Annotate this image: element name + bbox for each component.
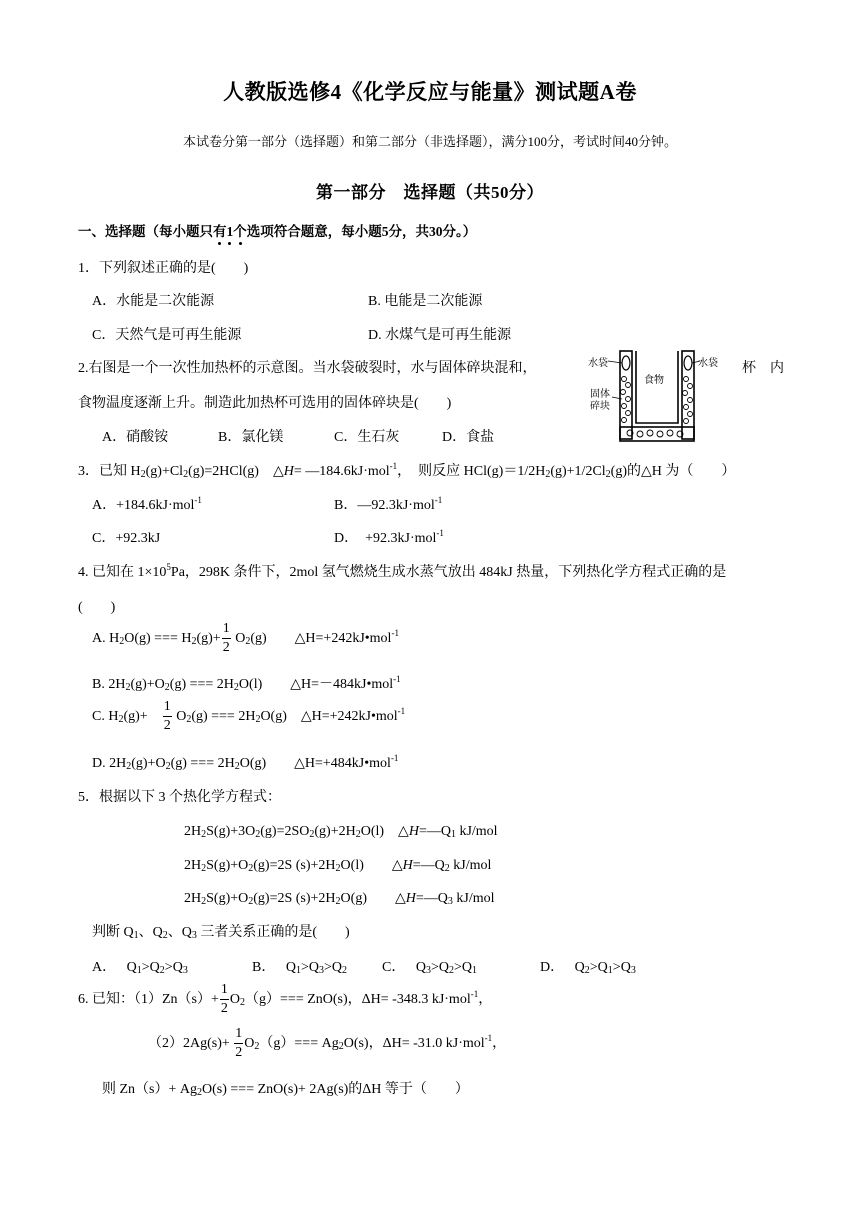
q2-stem-line2: 食物温度逐渐上升。制造此加热杯可选用的固体碎块是( ): [78, 396, 452, 411]
section-text-2: 选项符合题意，每小题5分，共30分。）: [246, 224, 477, 239]
q2-option-d: D．食盐: [442, 430, 495, 445]
q6-line-2: （2）2Ag(s)+ $\frac{1}{2}$ $O_2(g)=== Ag_2O(s)$，ΔH= -31.0 kJ·mol$^{-1}$，: [148, 1026, 507, 1061]
q2-stem-line1-end: 杯 内: [742, 361, 784, 376]
q1-stem: 1．下列叙述正确的是( ): [78, 261, 249, 276]
emphasis-char-1: 有: [213, 224, 227, 239]
page-title: 人教版选修4《化学反应与能量》测试题A卷: [223, 80, 637, 104]
part-heading: 第一部分 选择题（共50分）: [316, 183, 544, 202]
q2-option-a: A．硝酸铵: [102, 430, 169, 445]
emphasis-char-2: 1: [226, 224, 234, 239]
emphasis-char-3: 个: [233, 224, 247, 239]
q5-judge: 判断 $Q_1$、$Q_2$、$Q_3$ 三者关系正确的是( ): [92, 925, 350, 941]
q3-option-a: A．+184.6kJ·mol$^{-1}$: [92, 495, 202, 513]
exam-note: 本试卷分第一部分（选择题）和第二部分（非选择题），满分100分，考试时间40分钟。: [182, 134, 677, 149]
q3-option-b: B．—92.3kJ·mol$^{-1}$: [334, 495, 443, 513]
fraction-half: $\frac{1}{2}$: [220, 982, 228, 1017]
q5-option-b: B． $Q_1>Q_3>Q_2$: [252, 960, 348, 976]
q5-option-d: D． $Q_2>Q_1>Q_3$: [540, 960, 636, 976]
q1-option-c: C．天然气是可再生能源: [92, 328, 242, 343]
q5-option-c: C． $Q_3>Q_2>Q_1$: [382, 960, 478, 976]
q1-option-d: D. 水煤气是可再生能源: [368, 328, 512, 343]
q5-option-a: A． $Q_1>Q_2>Q_3$: [92, 960, 188, 976]
diagram-label-food: 食物: [644, 375, 664, 386]
q5-equation-3: $2H_2S(g)+O_2(g)=2S$ $(s)+2H_2O(g)$ $\triangle H=—Q_3$ kJ/mol: [184, 891, 495, 907]
section-heading: [78, 220, 476, 240]
q4-stem-end: ( ): [78, 600, 116, 615]
q5-stem: 5．根据以下 3 个热化学方程式：: [78, 790, 281, 805]
heating-cup-diagram: [586, 347, 726, 447]
fraction-half: $\frac{1}{2}$: [222, 621, 230, 656]
q4-option-c: C. $H_2(g)+$ $\frac{1}{2}$ $O_2(g)$ === $2H_2O(g)$ △H=+242kJ•mol$^{-1}$: [92, 699, 406, 734]
fraction-half: $\frac{1}{2}$: [235, 1026, 243, 1061]
q6-stem: 6. 已知：（1）Zn（s）+ $\frac{1}{2}$ $O_2(g)=== ZnO(s)$，ΔH= -348.3 kJ·mol$^{-1}$，: [78, 982, 493, 1017]
q1-option-b: B. 电能是二次能源: [368, 294, 483, 309]
q6-line-3: 则 $Zn(s)+ Ag_2O(s)$ === ZnO(s)+ 2Ag(s)的ΔH 等于（ ）: [102, 1082, 469, 1098]
diagram-label-solid-2: 碎块: [590, 401, 610, 412]
q4-option-a: A. $H_2O(g)$ === $H_2(g)+$ $\frac{1}{2}$ $O_2(g)$ △H=+242kJ•mol$^{-1}$: [92, 621, 399, 656]
q3-option-d: D． +92.3kJ·mol$^{-1}$: [334, 528, 444, 546]
q1-option-a: A．水能是二次能源: [92, 294, 215, 309]
q3-stem: 3．已知 $H_2(g)+Cl_2(g)=2HCl(g)$ △H= —184.6kJ·mol$^{-1}$， 则反应 $HCl(g)=1/2H_2(g)+1/2Cl_2(g)$的△H 为（ ）: [78, 461, 736, 480]
q5-equation-2: $2H_2S(g)+O_2(g)=2S$ $(s)+2H_2O(l)$ $\triangle H=—Q_2$ kJ/mol: [184, 858, 492, 874]
q4-option-d: D. $2H_2(g)+O_2(g)$ === $2H_2O(g)$ △H=+484kJ•mol$^{-1}$: [92, 753, 399, 772]
diagram-label-left-bag: 水袋: [588, 358, 608, 369]
q4-stem: 4. 已知在 $1\times 10^5Pa$，298K 条件下，2mol 氢气燃烧生成水蒸气放出 484kJ 热量，下列热化学方程式正确的是: [78, 562, 727, 580]
q2-option-c: C．生石灰: [334, 430, 400, 445]
diagram-label-solid-1: 固体: [590, 389, 610, 400]
q5-equation-1: $2H_2S(g)+3O_2(g)=2SO_2(g)+2H_2O(l)$ $\triangle H=—Q_1$ kJ/mol: [184, 824, 498, 840]
diagram-label-right-bag: 水袋: [698, 358, 718, 369]
q3-option-c: C．+92.3kJ: [92, 531, 161, 546]
fraction-half: $\frac{1}{2}$: [163, 699, 171, 734]
q2-stem-line1: 2.右图是一个一次性加热杯的示意图。当水袋破裂时，水与固体碎块混和，: [78, 361, 537, 376]
q2-option-b: B．氯化镁: [218, 430, 284, 445]
q4-option-b: B. $2H_2(g)+O_2(g)$ === $2H_2O(l)$ △H=－484kJ•mol$^{-1}$: [92, 674, 401, 693]
section-text-1: 一、选择题（每小题只: [78, 224, 213, 239]
